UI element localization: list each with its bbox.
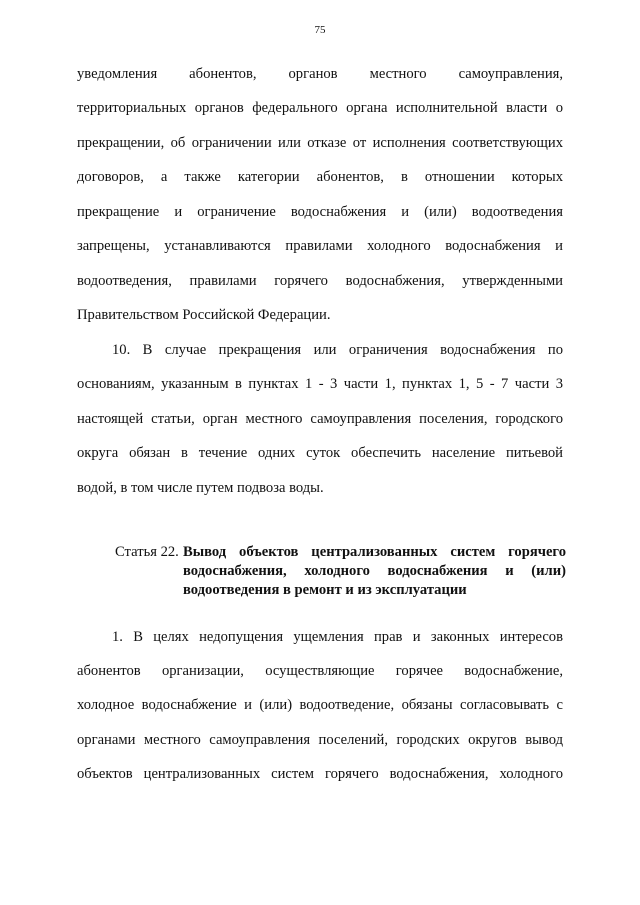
page-number: 75: [314, 24, 326, 36]
text-line: уведомления абонентов, органов местного самоуправления,: [77, 66, 563, 82]
article-title-line: водоотведения в ремонт и из эксплуатации: [183, 582, 467, 598]
text-line: договоров, а также категории абонентов, в отношении которых: [77, 169, 563, 185]
text-line: 10. В случае прекращения или ограничения водоснабжения по: [112, 342, 563, 358]
text-line: объектов централизованных систем горячего водоснабжения, холодного: [77, 766, 563, 782]
text-line: запрещены, устанавливаются правилами холодного водоснабжения и: [77, 238, 563, 254]
article-number: Статья 22.: [115, 544, 179, 560]
text-line: водой, в том числе путем подвоза воды.: [77, 480, 324, 496]
text-line: холодное водоснабжение и (или) водоотведение, обязаны согласовывать с: [77, 697, 563, 713]
article-title-line: водоснабжения, холодного водоснабжения и (или): [183, 563, 566, 579]
text-line: Правительством Российской Федерации.: [77, 307, 331, 323]
text-line: абонентов организации, осуществляющие горячее водоснабжение,: [77, 663, 563, 679]
text-line: территориальных органов федерального органа исполнительной власти о: [77, 100, 563, 116]
text-line: 1. В целях недопущения ущемления прав и законных интересов: [112, 629, 563, 645]
text-line: округа обязан в течение одних суток обеспечить население питьевой: [77, 445, 563, 461]
text-line: прекращение и ограничение водоснабжения и (или) водоотведения: [77, 204, 563, 220]
text-line: водоотведения, правилами горячего водоснабжения, утвержденными: [77, 273, 563, 289]
article-title-line: Вывод объектов централизованных систем горячего: [183, 544, 566, 560]
text-line: настоящей статьи, орган местного самоуправления поселения, городского: [77, 411, 563, 427]
text-line: органами местного самоуправления поселений, городских округов вывод: [77, 732, 563, 748]
text-line: прекращении, об ограничении или отказе от исполнения соответствующих: [77, 135, 563, 151]
text-line: основаниям, указанным в пунктах 1 - 3 части 1, пунктах 1, 5 - 7 части 3: [77, 376, 563, 392]
